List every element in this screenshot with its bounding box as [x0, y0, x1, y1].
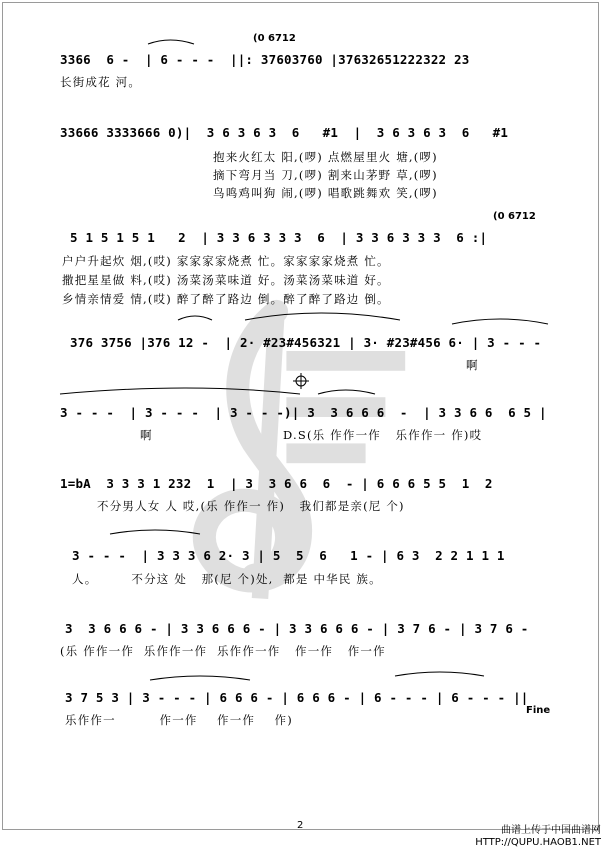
score-line-r3ly3: 乡情亲情爱 情,(哎) 醉了醉了路边 倒。醉了醉了路边 倒。 [62, 292, 390, 306]
score-line-r3ly2: 撒把星星做 料,(哎) 汤菜汤菜味道 好。汤菜汤菜味道 好。 [62, 273, 390, 287]
score-line-r4: 376 3756 |376 12 - | 2· #23#456321 | 3· #23#456 6· | 3 - - - [70, 335, 542, 350]
score-line-r9ly: 乐作作一 作一作 作一作 作) [65, 713, 293, 727]
score-line-r7ly: 人。 不分这 处 那(尼 个)处, 都是 中华民 族。 [72, 572, 382, 586]
score-line-r2ly3: 鸟鸣鸡叫狗 闹,(啰) 唱歌跳舞欢 笑,(啰) [213, 186, 438, 200]
score-line-r6: 1=bA 3 3 3 1 232 1 | 3 3 6 6 6 - | 6 6 6 5 5 1 2 [60, 476, 493, 491]
score-line-fine: Fine [526, 705, 551, 716]
score-line-r1ly: 长街成花 河。 [60, 75, 142, 89]
score-line-r5: 3 - - - | 3 - - - | 3 - - -)| 3 3 6 6 6 - | 3 3 6 6 6 5 | [60, 405, 547, 420]
page-number: 2 [297, 820, 304, 831]
score-line-r2ly1: 抱来火红太 阳,(啰) 点燃屋里火 塘,(啰) [213, 150, 438, 164]
score-line-r1: 3366 6 - | 6 - - - ||: 37603760 |37632651222322 23 [60, 52, 470, 67]
score-line-r2: 33666 3333666 0)| 3 6 3 6 3 6 #1 | 3 6 3 6 3 6 #1 [60, 125, 509, 140]
score-line-r3: 5 1 5 1 5 1 2 | 3 3 6 3 3 3 6 | 3 3 6 3 3 3 6 :| [70, 230, 488, 245]
score-line-r1top: (0 6712 [253, 33, 296, 44]
site-footer [475, 825, 603, 849]
score-line-r3top: (0 6712 [493, 211, 536, 222]
score-line-r8: 3 3 6 6 6 - | 3 3 6 6 6 - | 3 3 6 6 6 - | 3 7 6 - | 3 7 6 - [65, 621, 529, 636]
score-line-r5ly2: D.S(乐 作作一作 乐作作一 作)哎 [283, 428, 483, 442]
footer-line-2: HTTP://QUPU.HAOB1.NET [475, 837, 601, 848]
score-line-r9: 3 7 5 3 | 3 - - - | 6 6 6 - | 6 6 6 - | 6 - - - | 6 - - - || [65, 690, 529, 705]
score-line-r3ly1: 户户升起炊 烟,(哎) 家家家家烧煮 忙。家家家家烧煮 忙。 [62, 254, 390, 268]
score-line-r6ly: 不分男人女 人 哎,(乐 作作一 作) 我们都是亲(尼 个) [97, 499, 405, 513]
score-line-r7: 3 - - - | 3 3 3 6 2· 3 | 5 5 6 1 - | 6 3 2 2 1 1 1 [72, 548, 505, 563]
score-line-r2ly2: 摘下弯月当 刀,(啰) 割来山茅野 草,(啰) [213, 168, 438, 182]
score-line-r5ly: 啊 [140, 428, 153, 442]
score-line-r8ly: (乐 作作一作 乐作作一作 乐作作一作 作一作 作一作 [60, 644, 386, 658]
footer-line-1: 曲谱上传于中国曲谱网 [501, 825, 601, 836]
score-line-r4ly: 啊 [466, 358, 479, 372]
